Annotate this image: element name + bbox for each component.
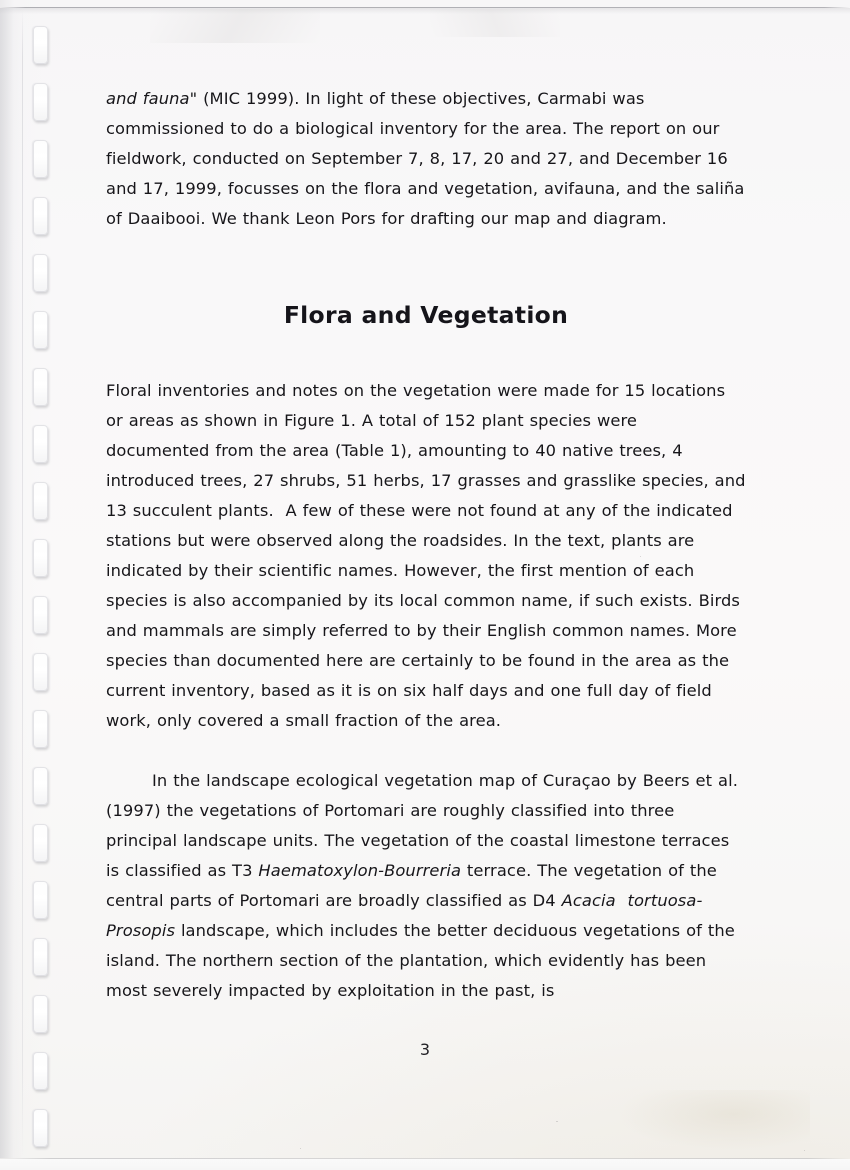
punch-hole-icon — [33, 83, 48, 121]
page-bottom-margin — [0, 1159, 850, 1170]
punch-hole-icon — [33, 311, 48, 349]
punch-hole-icon — [33, 995, 48, 1033]
punch-hole-icon — [33, 767, 48, 805]
punch-hole-icon — [33, 653, 48, 691]
paragraph-landscape-units: In the landscape ecological vegetation map of Curaçao by Beers et al. (1997) the vegetations of Portomari are roughly classified into three principal landscape units. The vegetation of the coastal limestone terraces is classified as T3 Haematoxylon-Bourreria terrace. The vegetation of the central parts of Portomari are broadly classified as D4 Acacia tortuosa-Prosopis landscape, which includes the better deciduous vegetations of the island. The northern section of the plantation, which evidently has been most severely impacted by exploitation in the past, is — [106, 771, 738, 1000]
punch-hole-icon — [33, 140, 48, 178]
punch-hole-icon — [33, 197, 48, 235]
paper-stain-icon — [620, 1090, 810, 1150]
punch-hole-icon — [33, 482, 48, 520]
punch-hole-icon — [33, 539, 48, 577]
binding-holes — [0, 0, 90, 1170]
paragraph-flora-inventory: Floral inventories and notes on the vegetation were made for 15 locations or areas as shown in Figure 1. A total of 152 plant species were documented from the area (Table 1), amounting to 40 native trees, 4 introduced trees, 27 shrubs, 51 herbs, 17 grasses and grasslike species, and 13 succulent plants. A few of these were not found at any of the indicated stations but were observed along the roadsides. In the text, plants are indicated by their scientific names. However, the first mention of each species is also accompanied by its local common name, if such exists. Birds and mammals are simply referred to by their English common names. More species than documented here are certainly to be found in the area as the current inventory, based as it is on six half days and one full day of field work, only covered a small fraction of the area. — [106, 381, 746, 730]
page-top-edge-shadow — [0, 8, 850, 14]
punch-hole-icon — [33, 938, 48, 976]
punch-hole-icon — [33, 254, 48, 292]
paper-crease-icon — [150, 9, 320, 43]
scan-speck-icon — [556, 1121, 558, 1122]
punch-hole-icon — [33, 596, 48, 634]
scan-speck-icon — [804, 1150, 805, 1151]
punch-hole-icon — [33, 368, 48, 406]
text-column — [106, 84, 746, 1000]
punch-hole-icon — [33, 824, 48, 862]
page-title: Flora and Vegetation — [283, 301, 569, 329]
page-number: 3 — [419, 1040, 431, 1059]
punch-hole-icon — [33, 710, 48, 748]
punch-hole-icon — [33, 425, 48, 463]
punch-hole-icon — [33, 881, 48, 919]
punch-hole-icon — [33, 1109, 48, 1147]
paragraph-intro: and fauna" (MIC 1999). In light of these objectives, Carmabi was commissioned to do a biological inventory for the area. The report on our fieldwork, conducted on September 7, 8, 17, 20 and 27, and December 16 and 17, 1999, focusses on the flora and vegetation, avifauna, and the saliña of Daaibooi. We thank Leon Pors for drafting our map and diagram. — [106, 89, 745, 228]
scan-speck-icon — [300, 1148, 301, 1149]
punch-hole-icon — [33, 26, 48, 64]
